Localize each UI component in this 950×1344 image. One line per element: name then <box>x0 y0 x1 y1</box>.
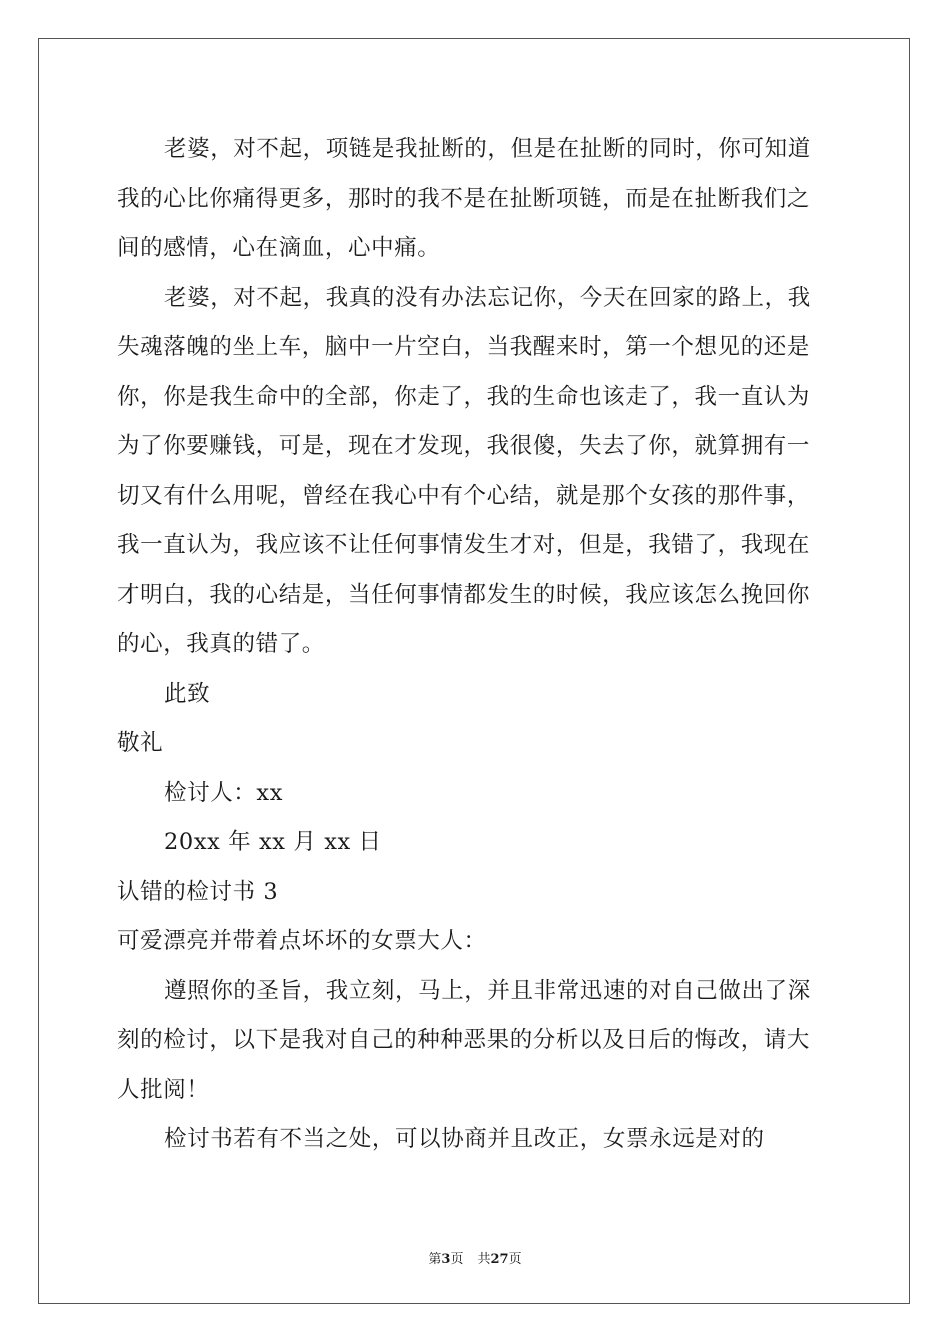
page-footer <box>0 1248 950 1267</box>
paragraph-line: 检讨书若有不当之处，可以协商并且改正，女票永远是对的 <box>164 1126 765 1152</box>
paragraph-line: 间的感情，心在滴血，心中痛。 <box>117 235 441 261</box>
paragraph-line: 老婆，对不起，项链是我扯断的，但是在扯断的同时，你可知道 <box>164 136 811 162</box>
signature-date: 20xx 年 xx 月 xx 日 <box>164 829 382 855</box>
page-suffix: 页 <box>450 1252 464 1267</box>
paragraph-line: 我的心比你痛得更多，那时的我不是在扯断项链，而是在扯断我们之 <box>117 185 811 212</box>
page-prefix: 第 <box>428 1252 442 1267</box>
paragraph-line: 遵照你的圣旨，我立刻，马上，并且非常迅速的对自己做出了深 <box>164 977 811 1004</box>
section-title: 认错的检讨书 3 <box>117 878 279 905</box>
paragraph-line: 失魂落魄的坐上车，脑中一片空白，当我醒来时，第一个想见的还是 <box>117 334 811 360</box>
page-number: 3 <box>441 1252 451 1267</box>
paragraph-line: 切又有什么用呢，曾经在我心中有个心结，就是那个女孩的那件事， <box>117 482 811 509</box>
closing-salutation: 此致 <box>164 680 211 707</box>
paragraph-line: 刻的检讨，以下是我对自己的种种恶果的分析以及日后的悔改，请大 <box>117 1027 811 1053</box>
greeting: 可爱漂亮并带着点坏坏的女票大人： <box>117 928 487 954</box>
paragraph-line: 老婆，对不起，我真的没有办法忘记你，今天在回家的路上，我 <box>164 284 811 311</box>
closing-respect: 敬礼 <box>117 730 164 756</box>
paragraph-line: 为了你要赚钱，可是，现在才发现，我很傻，失去了你，就算拥有一 <box>117 433 811 459</box>
signature-author: 检讨人：xx <box>164 779 283 806</box>
total-suffix: 页 <box>508 1252 522 1267</box>
document-body <box>117 125 837 1165</box>
paragraph-line: 才明白，我的心结是，当任何事情都发生的时候，我应该怎么挽回你 <box>117 581 811 608</box>
paragraph-line: 的心，我真的错了。 <box>117 631 325 657</box>
paragraph-line: 人批阅！ <box>117 1076 210 1103</box>
paragraph-line: 你，你是我生命中的全部，你走了，我的生命也该走了，我一直认为 <box>117 383 811 410</box>
total-prefix: 共 <box>477 1252 491 1267</box>
paragraph-line: 我一直认为，我应该不让任何事情发生才对，但是，我错了，我现在 <box>117 532 811 558</box>
total-pages: 27 <box>490 1252 509 1267</box>
